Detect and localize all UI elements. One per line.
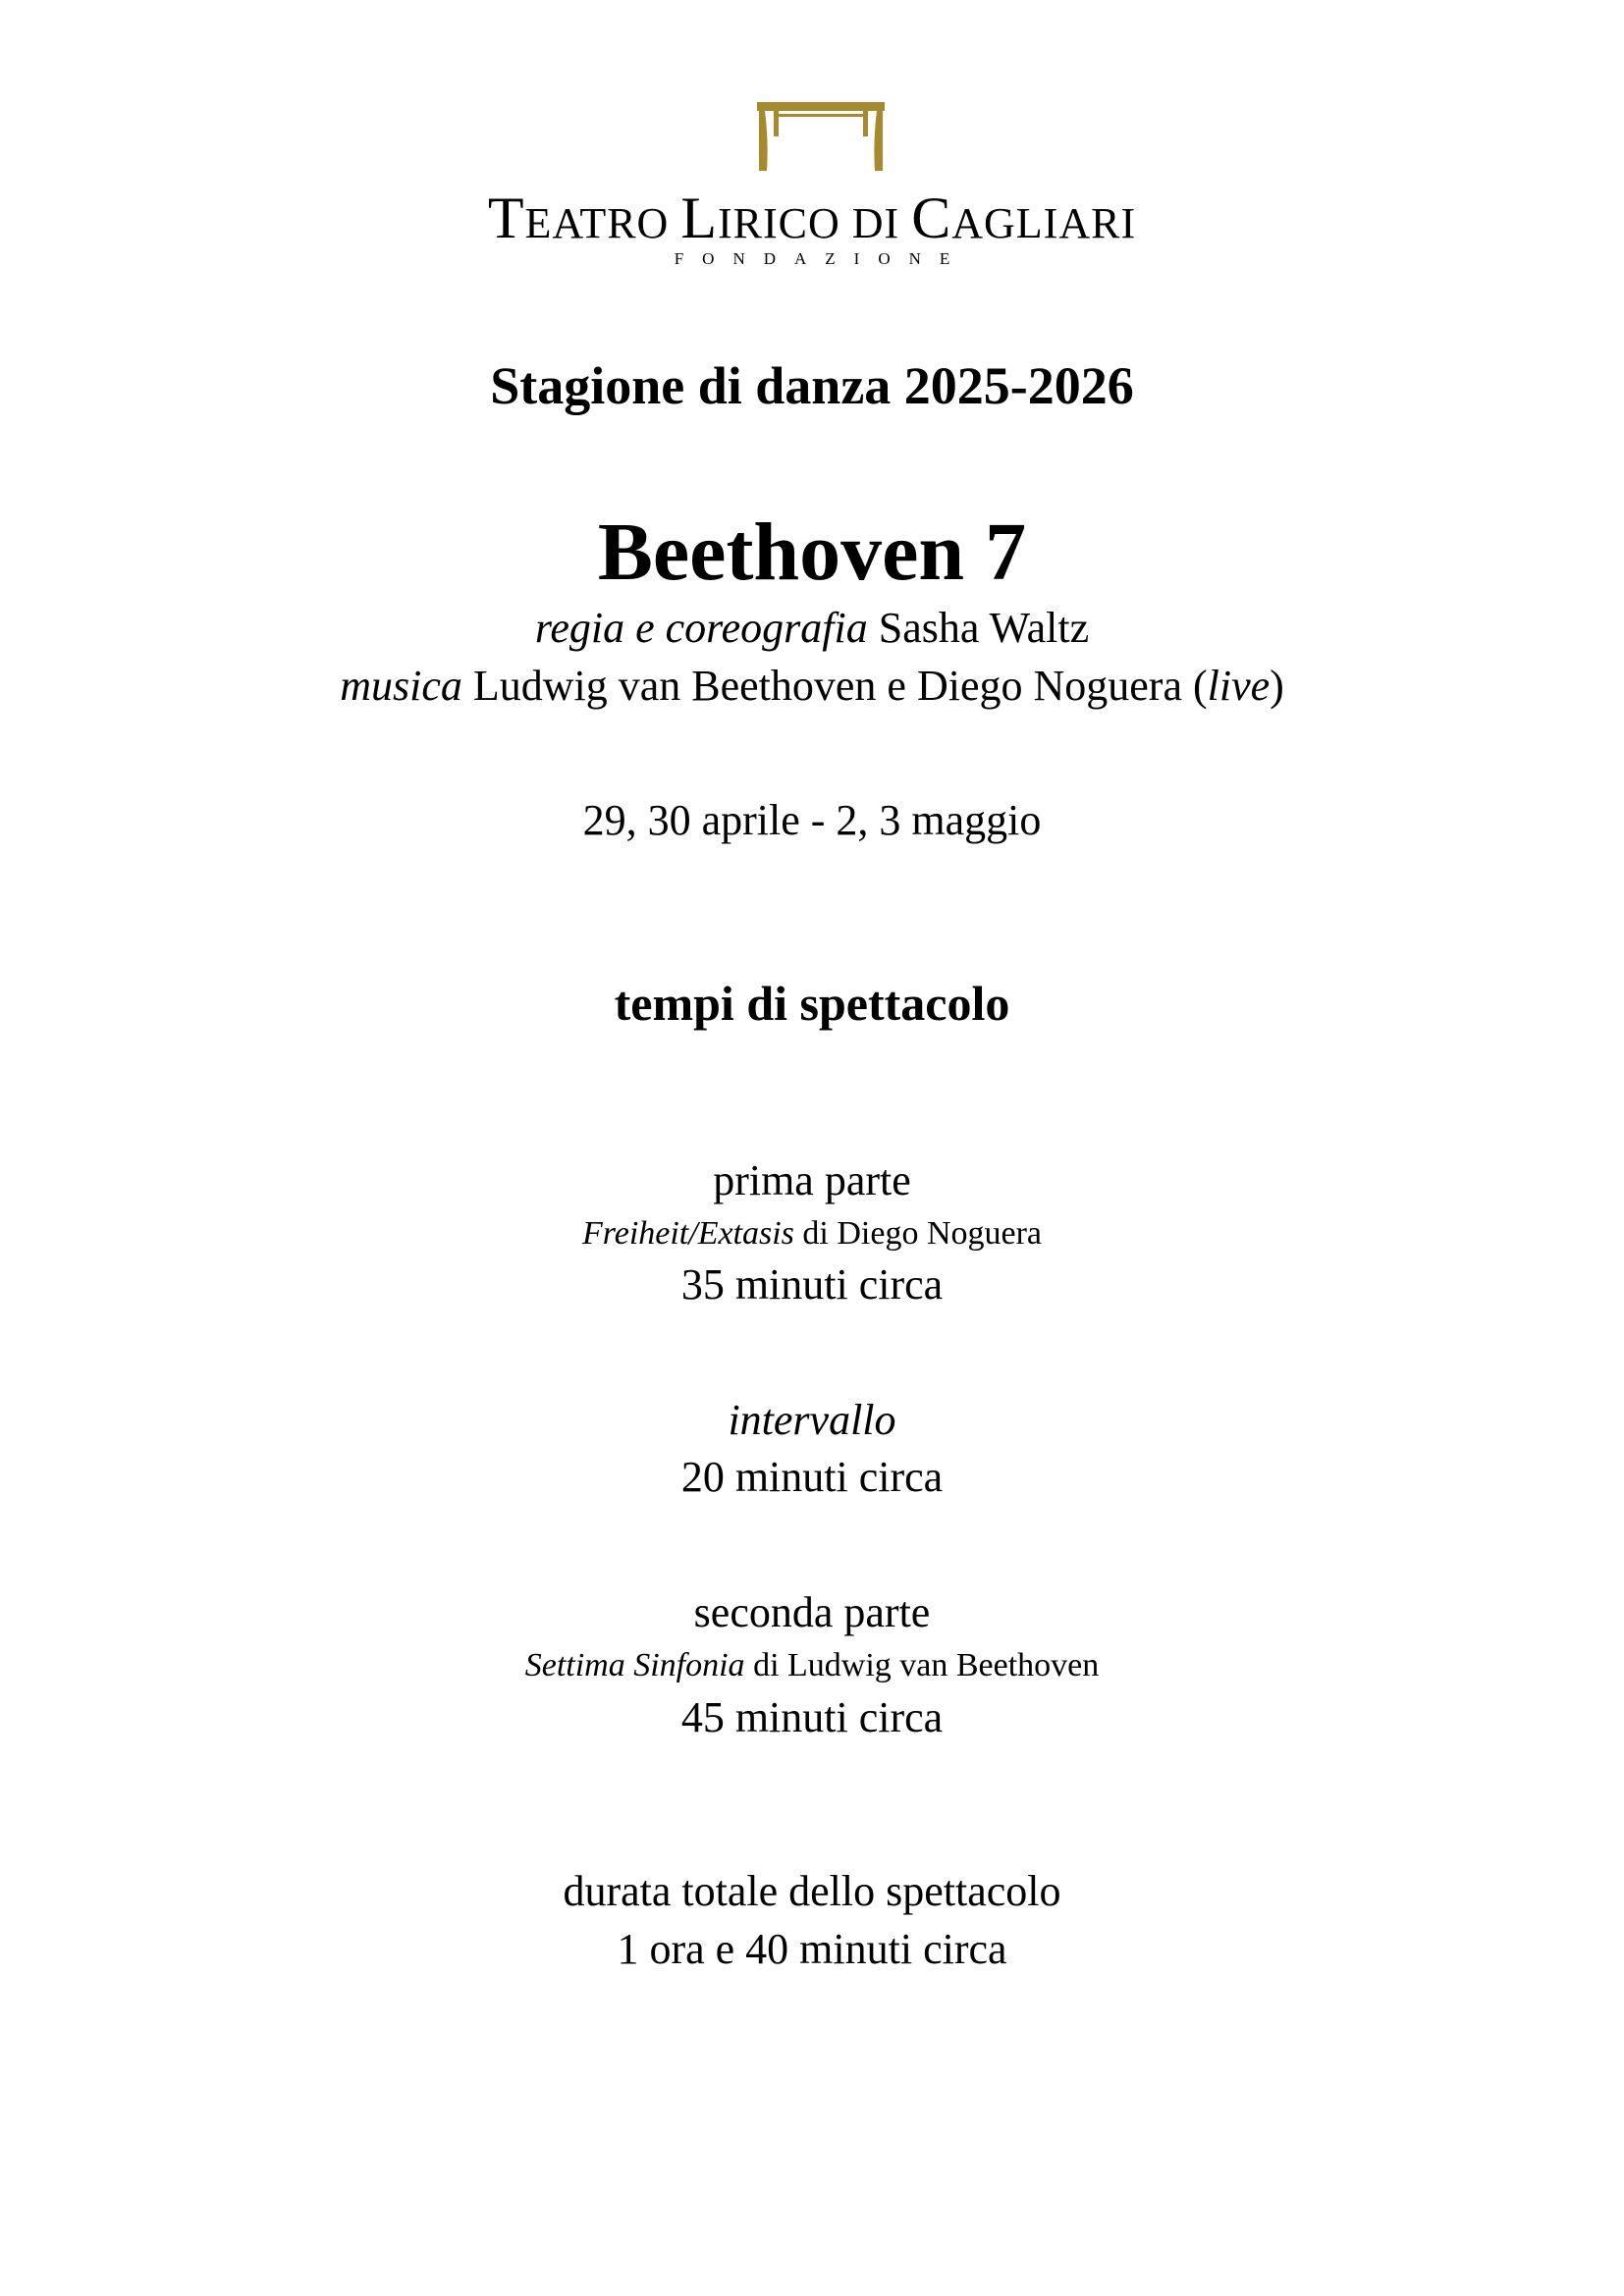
credit-direction-role: regia e coreografia — [534, 604, 868, 652]
brand-word-teatro: EATRO — [524, 199, 670, 247]
timing-heading: tempi di spettacolo — [614, 976, 1010, 1031]
part2-work-title: Settima Sinfonia — [524, 1647, 745, 1683]
brand-word-lirico: IRICO — [717, 199, 840, 247]
credit-music-close: ) — [1270, 662, 1284, 710]
brand-initial-t: T — [487, 186, 525, 250]
season-heading: Stagione di danza 2025-2026 — [490, 356, 1134, 415]
credit-music — [0, 662, 1624, 710]
total-duration: 1 ora e 40 minuti circa — [617, 1925, 1007, 1973]
brand-initial-c: C — [911, 186, 952, 250]
part2-duration: 45 minuti circa — [680, 1693, 944, 1741]
part1-label: prima parte — [713, 1156, 911, 1204]
part1-work-title: Freiheit/Extasis — [581, 1215, 794, 1252]
interval-label: intervallo — [728, 1396, 896, 1444]
brand-word-di: DI — [851, 199, 900, 247]
part2-work — [0, 1649, 1624, 1682]
credit-music-role: musica — [340, 662, 462, 710]
brand-initial-l: L — [680, 186, 718, 250]
total-duration-label: durata totale dello spettacolo — [563, 1867, 1061, 1915]
part1-work-by: di Diego Noguera — [802, 1215, 1043, 1252]
show-title: Beethoven 7 — [597, 507, 1027, 598]
part1-work — [0, 1217, 1624, 1251]
interval-duration: 20 minuti circa — [680, 1453, 944, 1501]
credit-direction-name: Sasha Waltz — [878, 604, 1090, 652]
part1-duration: 35 minuti circa — [680, 1260, 944, 1308]
theatre-curtain-logo — [757, 102, 885, 171]
credit-direction — [0, 604, 1624, 652]
part2-label: seconda parte — [693, 1588, 931, 1636]
credit-music-live: live — [1207, 662, 1271, 710]
part2-work-by: di Ludwig van Beethoven — [753, 1647, 1100, 1683]
performance-dates: 29, 30 aprile - 2, 3 maggio — [582, 796, 1042, 844]
brand-word-cagliari: AGLIARI — [951, 199, 1137, 247]
credit-music-name: Ludwig van Beethoven e Diego Noguera ( — [472, 662, 1208, 710]
brand-subtitle: FONDAZIONE — [674, 249, 969, 268]
brand-name — [0, 186, 1624, 250]
